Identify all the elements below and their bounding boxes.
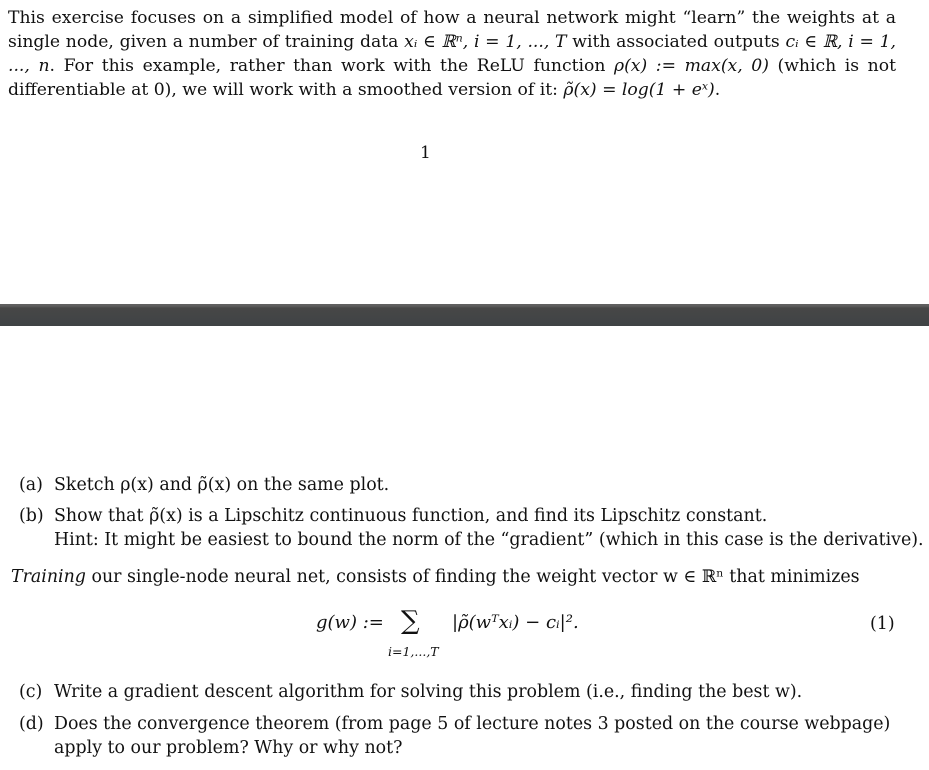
- page-number: 1: [420, 143, 431, 163]
- output-math: cᵢ ∈ ℝ, i = 1, ..., n: [8, 32, 897, 76]
- item-text: Write a gradient descent algorithm for solving this problem (i.e., finding the best w).: [54, 682, 803, 702]
- equation-lhs: g(w) :=: [316, 612, 384, 633]
- equation-body: |ρ̃(wᵀxᵢ) − cᵢ|².: [452, 612, 579, 633]
- question-d: [19, 712, 919, 760]
- equation-number: (1): [870, 614, 895, 634]
- page-divider: [0, 304, 929, 326]
- item-text: Does the convergence theorem (from page 5 of lecture notes 3 posted on the course webpage): [54, 714, 891, 734]
- smooth-relu-math: ρ̃(x) = log(1 + eˣ): [563, 80, 715, 100]
- question-c: [19, 680, 919, 704]
- intro-text: with associated outputs: [566, 32, 786, 52]
- item-label: (a): [19, 475, 43, 495]
- item-label: (b): [19, 506, 44, 526]
- intro-text: . For this example, rather than work with the ReLU function: [49, 56, 614, 76]
- item-label: (d): [19, 714, 44, 734]
- page-bottom: [0, 326, 929, 770]
- question-b: [19, 504, 924, 552]
- item-text: Sketch ρ(x) and ρ̃(x) on the same plot.: [54, 475, 390, 495]
- relu-math: ρ(x) := max(x, 0): [614, 56, 769, 76]
- summation-subscript: i=1,...,T: [388, 644, 439, 659]
- intro-text: (which is not differentiable at 0), we will work with a smoothed version of it:: [8, 56, 896, 100]
- item-text: Show that ρ̃(x) is a Lipschitz continuous function, and find its Lipschitz constant.: [54, 506, 768, 526]
- item-label: (c): [19, 682, 43, 702]
- data-math: xᵢ ∈ ℝⁿ, i = 1, ..., T: [404, 32, 567, 52]
- page-top: [0, 0, 929, 304]
- intro-text: This exercise focuses on a simplified model of how a neural network might “learn” the weights at a single node, given a number of training data: [8, 8, 896, 52]
- item-text: apply to our problem? Why or why not?: [54, 738, 403, 758]
- training-text: our single-node neural net, consists of finding the weight vector w ∈ ℝⁿ that minimizes: [85, 567, 860, 587]
- summation-sign: ∑: [401, 606, 420, 636]
- question-a: [19, 473, 919, 497]
- training-emph: Training: [11, 567, 86, 587]
- training-sentence: [11, 567, 860, 587]
- item-hint: Hint: It might be easiest to bound the norm of the “gradient” (which in this case is the derivative).: [54, 530, 924, 550]
- intro-paragraph: [8, 6, 896, 102]
- intro-text: .: [714, 80, 721, 100]
